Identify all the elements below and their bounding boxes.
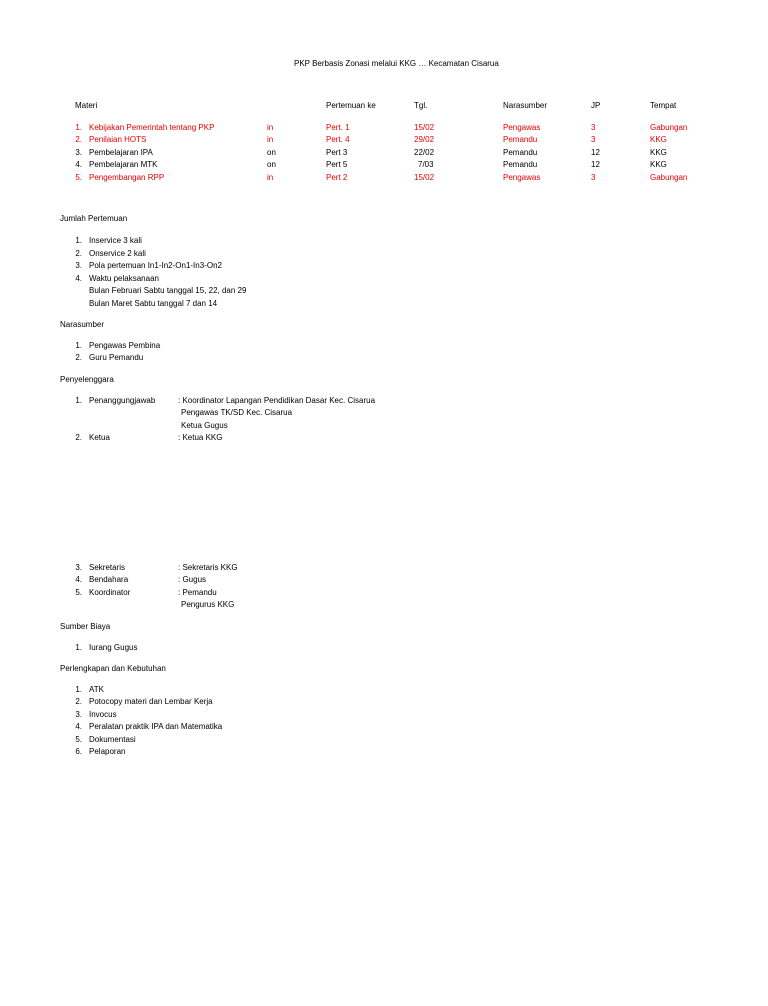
list-item: Guru Pemandu — [89, 353, 144, 362]
role-label: Penanggungjawab — [89, 396, 156, 405]
list-number: 2. — [75, 433, 82, 442]
list-number: 1. — [75, 341, 82, 350]
row-jp: 12 — [591, 148, 600, 157]
role-label: Sekretaris — [89, 563, 126, 572]
row-pertemuan: Pert 2 — [326, 173, 348, 182]
row-tgl: 7/03 — [418, 160, 434, 169]
list-number: 2. — [75, 249, 82, 258]
row-pertemuan: Pert 3 — [326, 148, 348, 157]
list-number: 2. — [75, 353, 82, 362]
row-number: 4. — [75, 160, 82, 169]
role-label: Bendahara — [89, 575, 129, 584]
list-number: 1. — [75, 396, 82, 405]
list-number: 2. — [75, 697, 82, 706]
list-number: 6. — [75, 747, 82, 756]
row-jp: 3 — [591, 135, 596, 144]
row-materi: Pembelajaran MTK — [89, 160, 158, 169]
role-label: Ketua — [89, 433, 110, 442]
row-tgl: 22/02 — [414, 148, 435, 157]
list-item: Iurang Gugus — [89, 643, 138, 652]
row-number: 2. — [75, 135, 82, 144]
header-pertemuan: Pertemuan ke — [326, 101, 376, 110]
list-number: 3. — [75, 261, 82, 270]
row-tempat: Gabungan — [650, 123, 688, 132]
waktu-line: Bulan Februari Sabtu tanggal 15, 22, dan 29 — [89, 286, 247, 295]
list-number: 1. — [75, 643, 82, 652]
row-tempat: KKG — [650, 135, 667, 144]
row-number: 5. — [75, 173, 82, 182]
header-tgl: Tgl. — [414, 101, 428, 110]
list-item: Peralatan praktik IPA dan Matematika — [89, 722, 223, 731]
row-materi: Kebijakan Pemerintah tentang PKP — [89, 123, 215, 132]
row-tempat: KKG — [650, 160, 667, 169]
list-item: Onservice 2 kali — [89, 249, 146, 258]
header-jp: JP — [591, 101, 601, 110]
row-tgl: 29/02 — [414, 135, 435, 144]
section-heading-jumlah: Jumlah Pertemuan — [60, 214, 128, 223]
row-jp: 3 — [591, 123, 596, 132]
row-mode: on — [267, 148, 276, 157]
list-number: 3. — [75, 710, 82, 719]
row-narasumber: Pengawas — [503, 173, 541, 182]
header-tempat: Tempat — [650, 101, 677, 110]
role-label: Koordinator — [89, 588, 131, 597]
list-item: ATK — [89, 685, 104, 694]
list-number: 4. — [75, 575, 82, 584]
list-item: Pelaporan — [89, 747, 126, 756]
list-number: 4. — [75, 722, 82, 731]
row-narasumber: Pemandu — [503, 160, 538, 169]
section-heading-perlengkapan: Perlengkapan dan Kebutuhan — [60, 664, 166, 673]
row-mode: in — [267, 135, 274, 144]
list-number: 1. — [75, 685, 82, 694]
list-number: 3. — [75, 563, 82, 572]
row-tempat: KKG — [650, 148, 667, 157]
row-pertemuan: Pert. 4 — [326, 135, 350, 144]
list-item: Waktu pelaksanaan — [89, 274, 159, 283]
header-materi: Materi — [75, 101, 98, 110]
list-number: 5. — [75, 588, 82, 597]
section-heading-narasumber: Narasumber — [60, 320, 105, 329]
row-number: 3. — [75, 148, 82, 157]
row-pertemuan: Pert 5 — [326, 160, 348, 169]
row-tempat: Gabungan — [650, 173, 688, 182]
row-materi: Pengembangan RPP — [89, 173, 165, 182]
section-heading-penyelenggara: Penyelenggara — [60, 375, 114, 384]
role-value: : Sekretaris KKG — [178, 563, 238, 572]
header-narasumber: Narasumber — [503, 101, 548, 110]
row-materi: Penilaian HOTS — [89, 135, 147, 144]
row-jp: 3 — [591, 173, 596, 182]
row-jp: 12 — [591, 160, 600, 169]
section-heading-sumber-biaya: Sumber Biaya — [60, 622, 111, 631]
role-value: : Gugus — [178, 575, 207, 584]
role-value: Pengawas TK/SD Kec. Cisarua — [181, 408, 293, 417]
list-number: 4. — [75, 274, 82, 283]
role-value: Ketua Gugus — [181, 421, 228, 430]
row-number: 1. — [75, 123, 82, 132]
role-value: : Koordinator Lapangan Pendidikan Dasar Kec. Cisarua — [178, 396, 376, 405]
list-item: Pola pertemuan In1-In2-On1-In3-On2 — [89, 261, 222, 270]
row-materi: Pembelajaran IPA — [89, 148, 153, 157]
row-mode: in — [267, 173, 274, 182]
page-title: PKP Berbasis Zonasi melalui KKG … Kecamatan Cisarua — [294, 59, 499, 68]
row-mode: in — [267, 123, 274, 132]
row-narasumber: Pemandu — [503, 135, 538, 144]
list-item: Invocus — [89, 710, 117, 719]
role-value: : Pemandu — [178, 588, 217, 597]
row-narasumber: Pemandu — [503, 148, 538, 157]
row-mode: on — [267, 160, 276, 169]
list-number: 5. — [75, 735, 82, 744]
row-pertemuan: Pert. 1 — [326, 123, 350, 132]
row-narasumber: Pengawas — [503, 123, 541, 132]
list-item: Potocopy materi dan Lembar Kerja — [89, 697, 213, 706]
list-item: Dokumentasi — [89, 735, 136, 744]
list-item: Inservice 3 kali — [89, 236, 142, 245]
list-item: Pengawas Pembina — [89, 341, 161, 350]
role-value: : Ketua KKG — [178, 433, 223, 442]
row-tgl: 15/02 — [414, 173, 435, 182]
waktu-line: Bulan Maret Sabtu tanggal 7 dan 14 — [89, 299, 218, 308]
row-tgl: 15/02 — [414, 123, 435, 132]
role-value: Pengurus KKG — [181, 600, 235, 609]
list-number: 1. — [75, 236, 82, 245]
